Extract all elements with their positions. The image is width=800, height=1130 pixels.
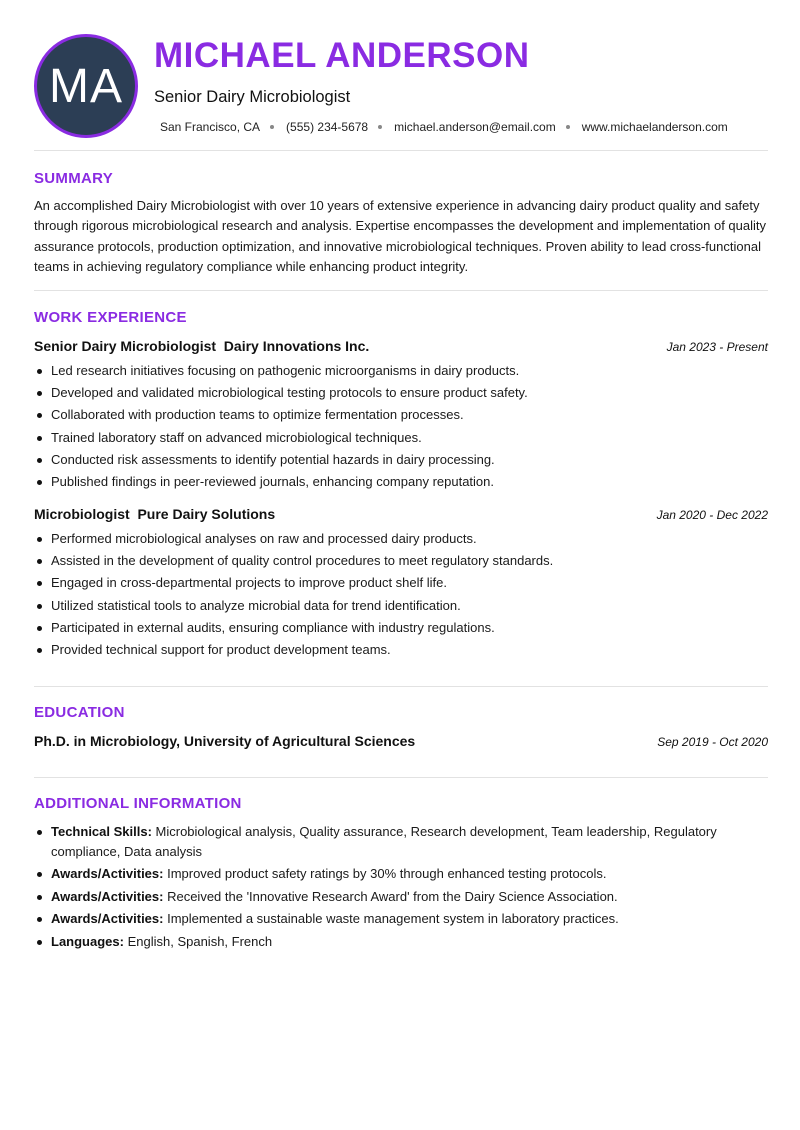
education-heading: EDUCATION xyxy=(34,704,125,721)
list-item: Provided technical support for product development teams. xyxy=(34,640,768,662)
list-item: Led research initiatives focusing on pathogenic microorganisms in dairy products. xyxy=(34,361,768,383)
divider xyxy=(34,686,768,687)
experience-heading: WORK EXPERIENCE xyxy=(34,309,187,326)
item-text: Received the 'Innovative Research Award' from the Dairy Science Association. xyxy=(163,888,618,904)
list-item xyxy=(34,932,768,952)
contact-website[interactable]: www.michaelanderson.com xyxy=(581,120,728,134)
summary-heading: SUMMARY xyxy=(34,170,114,187)
job-bullets xyxy=(34,529,768,662)
contact-bar xyxy=(160,120,728,134)
item-label: Awards/Activities: xyxy=(51,866,164,881)
list-item xyxy=(34,909,768,929)
education-entry xyxy=(34,733,768,749)
list-item: Participated in external audits, ensuring compliance with industry regulations. xyxy=(34,618,768,640)
education-degree: Ph.D. in Microbiology, University of Agricultural Sciences xyxy=(34,733,416,749)
divider xyxy=(34,777,768,778)
list-item: Assisted in the development of quality control procedures to meet regulatory standards. xyxy=(34,551,768,573)
list-item: Developed and validated microbiological testing protocols to ensure product safety. xyxy=(34,383,768,405)
list-item: Engaged in cross-departmental projects to improve product shelf life. xyxy=(34,573,768,595)
item-text: Implemented a sustainable waste management system in laboratory practices. xyxy=(163,911,619,926)
avatar xyxy=(34,34,138,138)
separator-dot xyxy=(566,125,570,129)
separator-dot xyxy=(378,125,382,129)
list-item xyxy=(34,822,768,861)
job-dates: Jan 2023 - Present xyxy=(666,340,768,354)
list-item xyxy=(34,887,768,907)
item-label: Awards/Activities: xyxy=(51,888,164,904)
list-item xyxy=(34,864,768,884)
job-title: Microbiologist Pure Dairy Solutions xyxy=(34,506,276,522)
divider xyxy=(34,150,768,151)
job-bullets xyxy=(34,361,768,494)
list-item: Trained laboratory staff on advanced microbiological techniques. xyxy=(34,428,768,450)
resume-header xyxy=(34,34,768,142)
divider xyxy=(34,290,768,291)
job-header xyxy=(34,506,768,522)
list-item: Collaborated with production teams to optimize fermentation processes. xyxy=(34,405,768,427)
separator-dot xyxy=(270,125,274,129)
item-text: English, Spanish, French xyxy=(123,933,273,949)
job-header xyxy=(34,338,768,354)
list-item: Published findings in peer-reviewed journals, enhancing company reputation. xyxy=(34,472,768,494)
summary-text: An accomplished Dairy Microbiologist with over 10 years of extensive experience in advancing dairy product quality and safety through rigorous microbiological research and analysis. Expertise encompasses the development and implementation of quality assurance protocols, production optimization, and innovative microbiological techniques. Proven ability to lead cross-functional teams in achieving regulatory compliance while enhancing product integrity. xyxy=(34,198,767,274)
item-label: Languages: xyxy=(51,933,124,949)
contact-location: San Francisco, CA xyxy=(160,120,261,134)
additional-list xyxy=(34,822,768,954)
list-item: Utilized statistical tools to analyze microbial data for trend identification. xyxy=(34,596,768,618)
contact-phone: (555) 234-5678 xyxy=(286,120,369,134)
item-text: Microbiological analysis, Quality assurance, Research development, Team leadership, Regulatory compliance, Data analysis xyxy=(51,824,717,859)
additional-heading: ADDITIONAL INFORMATION xyxy=(34,795,242,812)
item-label: Awards/Activities: xyxy=(51,911,164,926)
contact-email[interactable]: michael.anderson@email.com xyxy=(394,120,556,134)
list-item: Conducted risk assessments to identify potential hazards in dairy processing. xyxy=(34,450,768,472)
item-label: Technical Skills: xyxy=(51,824,152,839)
list-item: Performed microbiological analyses on raw and processed dairy products. xyxy=(34,529,768,551)
avatar-initials: MA xyxy=(49,59,123,113)
job-title: Senior Dairy Microbiologist Dairy Innovations Inc. xyxy=(34,338,370,354)
education-dates: Sep 2019 - Oct 2020 xyxy=(657,735,768,749)
item-text: Improved product safety ratings by 30% through enhanced testing protocols. xyxy=(163,866,607,881)
candidate-role: Senior Dairy Microbiologist xyxy=(154,88,351,106)
candidate-name: MICHAEL ANDERSON xyxy=(154,36,530,75)
job-dates: Jan 2020 - Dec 2022 xyxy=(656,508,768,522)
